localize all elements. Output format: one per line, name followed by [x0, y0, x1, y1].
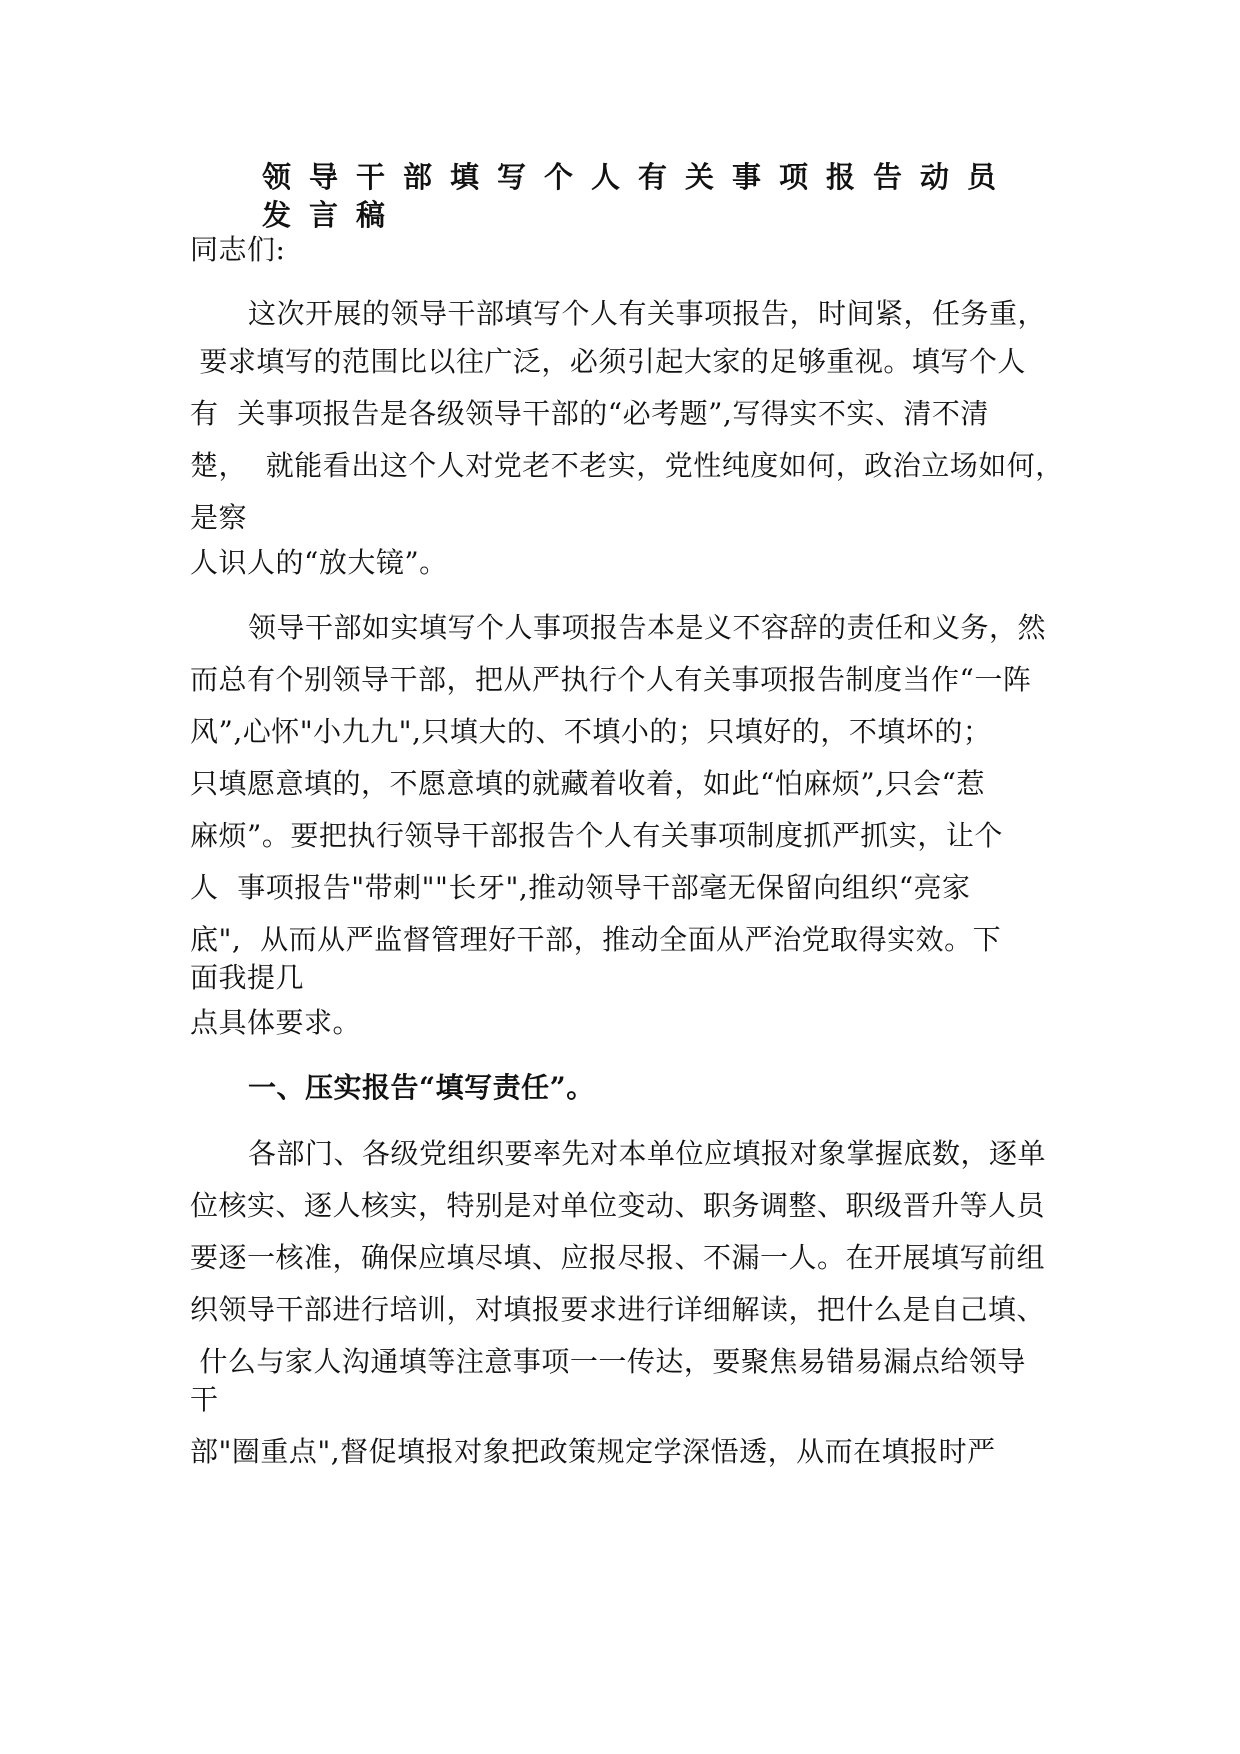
paragraph-line: 要逐一核准，确保应填尽填、应报尽报、不漏一人。在开展填写前组: [190, 1241, 1046, 1274]
paragraph-line: 只填愿意填的，不愿意填的就藏着收着，如此“怕麻烦”,只会“惹: [190, 767, 985, 800]
paragraph-line: 织领导干部进行培训，对填报要求进行详细解读，把什么是自己填、: [190, 1293, 1046, 1326]
paragraph-line: 而总有个别领导干部，把从严执行个人有关事项报告制度当作“一阵: [190, 663, 1032, 696]
paragraph-line: 位核实、逐人核实，特别是对单位变动、职务调整、职级晋升等人员: [190, 1189, 1046, 1222]
paragraph-line: 领导干部如实填写个人事项报告本是义不容辞的责任和义务，然: [248, 611, 1047, 644]
paragraph-line: 是察: [190, 501, 248, 534]
paragraph-line: 人识人的“放大镜”。: [190, 546, 448, 579]
paragraph-line: 风”,心怀"小九九",只填大的、不填小的；只填好的，不填坏的；: [190, 715, 992, 748]
paragraph-line: 部"圈重点",督促填报对象把政策规定学深悟透，从而在填报时严: [190, 1435, 996, 1468]
paragraph-line: 什么与家人沟通填等注意事项一一传达，要聚焦易错易漏点给领导: [190, 1345, 1026, 1378]
paragraph-line: 麻烦”。要把执行领导干部报告个人有关事项制度抓严抓实，让个: [190, 819, 1003, 852]
paragraph-line: 各部门、各级党组织要率先对本单位应填报对象掌握底数，逐单: [248, 1137, 1047, 1170]
paragraph-line: 点具体要求。: [190, 1006, 362, 1039]
paragraph-line: 要求填写的范围比以往广泛，必须引起大家的足够重视。填写个人: [190, 345, 1026, 378]
paragraph-line: 人 事项报告"带刺""长牙",推动领导干部毫无保留向组织“亮家: [190, 871, 971, 904]
paragraph-line: 这次开展的领导干部填写个人有关事项报告，时间紧，任务重，: [248, 297, 1047, 330]
paragraph-line: 底", 从而从严监督管理好干部，推动全面从严治党取得实效。下: [190, 923, 1002, 956]
paragraph-line: 有 关事项报告是各级领导干部的“必考题”,写得实不实、清不清: [190, 397, 989, 430]
paragraph-line: 同志们:: [190, 233, 286, 266]
paragraph-line: 面我提几: [190, 961, 305, 994]
paragraph-line: 干: [190, 1383, 219, 1416]
paragraph-line: 楚， 就能看出这个人对党老不老实，党性纯度如何，政治立场如何，: [190, 449, 1064, 482]
document-title: 领导干部填写个人有关事项报告动员发言稿: [262, 160, 1015, 232]
section-heading: 一、压实报告“填写责任”。: [248, 1071, 595, 1104]
